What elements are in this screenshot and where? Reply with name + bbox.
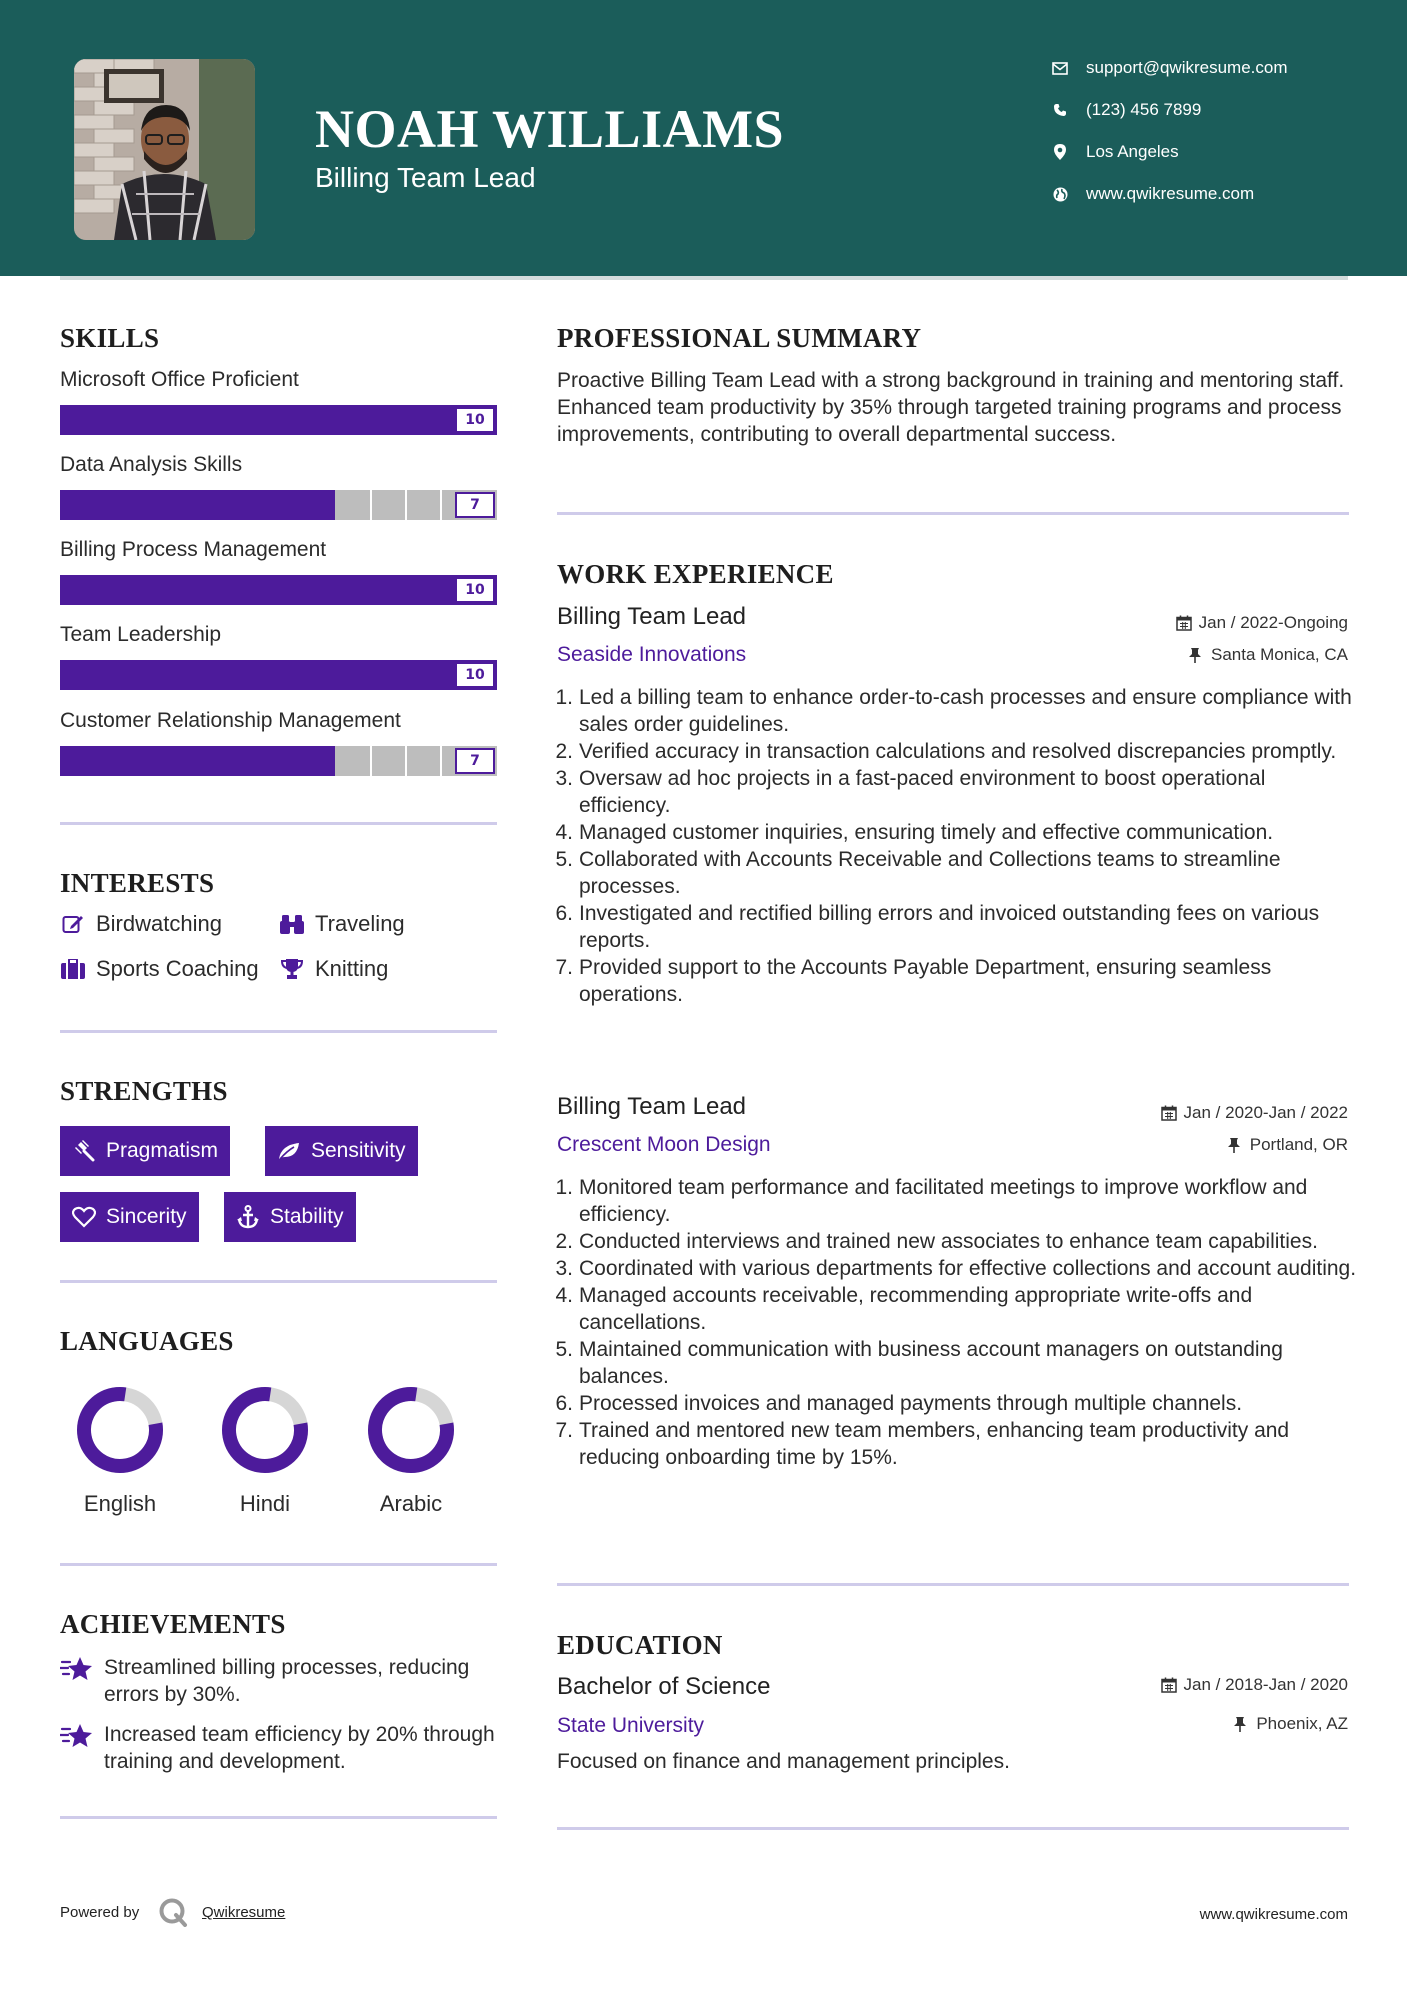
job-location-text: Portland, OR [1249,1135,1348,1154]
strength-badge [265,1126,418,1176]
skill-bar [60,490,497,520]
calendar-icon [1161,1105,1177,1121]
job-date-text: Jan / 2022-Ongoing [1198,613,1348,632]
skill-level-badge: 7 [455,492,495,518]
heart-icon [72,1205,96,1229]
skill-label: Billing Process Management [60,538,327,561]
star-icon [60,1721,94,1755]
gavel-icon [72,1139,96,1163]
education-heading: EDUCATION [557,1630,723,1660]
skill-bar-fill [60,575,497,605]
job-company: Seaside Innovations [557,643,747,666]
achievements-heading: ACHIEVEMENTS [60,1609,286,1639]
language-ring [75,1385,165,1475]
skill-bar-fill [60,660,497,690]
skill-bar-segment [440,490,442,520]
job-bullet: 5. Maintained communication with business account managers on outstanding balances. [555,1338,1283,1388]
section-divider [557,512,1349,515]
interest-item [60,911,222,937]
achievement-text: Streamlined billing processes, reducing errors by 30%. [104,1656,470,1706]
skill-bar [60,746,497,776]
interest-label: Knitting [315,956,389,981]
job-bullet: 4. Managed accounts receivable, recommending appropriate write-offs and cancellations. [555,1284,1253,1334]
education-date-text: Jan / 2018-Jan / 2020 [1183,1675,1348,1694]
job-bullet: 2. Conducted interviews and trained new associates to enhance team capabilities. [555,1230,1318,1253]
profile-photo [74,59,255,240]
job-bullets [557,684,1357,1008]
language-label: Arabic [379,1491,443,1516]
job-bullet: 1. Monitored team performance and facilitated meetings to improve workflow and efficiency. [555,1176,1308,1226]
education-degree: Bachelor of Science [557,1673,771,1700]
job-bullet: 7. Trained and mentored new team members, enhancing team productivity and reducing onboarding time by 15%. [555,1419,1290,1469]
education-school: State University [557,1714,705,1737]
skills-heading: SKILLS [60,323,160,353]
skill-bar [60,405,497,435]
interest-label: Sports Coaching [96,956,259,981]
pushpin-icon [1188,647,1204,663]
experience-heading: WORK EXPERIENCE [557,559,834,589]
achievement-text: Increased team efficiency by 20% through training and development. [104,1723,495,1773]
anchor-icon [236,1205,260,1229]
education-location [1233,1714,1348,1734]
education-date [1161,1675,1348,1695]
job-location-text: Santa Monica, CA [1210,645,1348,664]
job-title: Billing Team Lead [557,1093,747,1120]
job-bullet: 3. Coordinated with various departments for effective collections and account auditing. [555,1257,1357,1280]
skill-label: Microsoft Office Proficient [60,368,299,391]
skill-label: Customer Relationship Management [60,709,401,732]
skill-label: Team Leadership [60,623,222,646]
skill-level-badge: 7 [455,748,495,774]
skill-bar-fill [60,746,335,776]
skill-bar [60,660,497,690]
pencil-square-icon [60,911,86,937]
envelope-icon [1050,58,1070,78]
calendar-icon [1161,1677,1177,1693]
section-divider [60,1030,497,1033]
star-icon [60,1654,94,1688]
job-location [1227,1135,1348,1155]
skill-level-badge: 10 [455,577,495,603]
contact-email[interactable] [1050,58,1288,78]
contact-phone-text: (123) 456 7899 [1086,100,1202,119]
candidate-name: NOAH WILLIAMS [315,99,785,159]
contact-location [1050,142,1179,162]
section-divider [60,822,497,825]
contact-location-text: Los Angeles [1086,142,1179,161]
map-marker-icon [1050,142,1070,162]
job-date-text: Jan / 2020-Jan / 2022 [1183,1103,1348,1122]
job-bullet: 3. Oversaw ad hoc projects in a fast-paced environment to boost operational efficiency. [555,767,1266,817]
interests-heading: INTERESTS [60,868,215,898]
footer-brand-link[interactable]: Qwikresume [202,1904,286,1921]
language-ring [220,1385,310,1475]
summary-heading: PROFESSIONAL SUMMARY [557,323,922,353]
contact-email-text: support@qwikresume.com [1086,58,1288,77]
leaf-icon [277,1139,301,1163]
strength-badge [224,1192,356,1242]
skill-bar [60,575,497,605]
contact-website-text: www.qwikresume.com [1086,184,1255,203]
section-divider [557,1827,1349,1830]
header-divider [60,276,1348,280]
pushpin-icon [1233,1716,1249,1732]
strength-badge [60,1192,199,1242]
contact-website[interactable] [1050,184,1254,204]
language-label: Hindi [239,1491,291,1516]
skill-bar-segment [440,746,442,776]
skill-label: Data Analysis Skills [60,453,243,476]
qwikresume-logo-icon [158,1897,188,1927]
strength-label: Stability [270,1205,344,1228]
achievement-item [60,1654,500,1708]
skill-bar-fill [60,490,335,520]
pushpin-icon [1227,1137,1243,1153]
section-divider [557,1583,1349,1586]
summary-text: Proactive Billing Team Lead with a strong background in training and mentoring staff. Enhanced team productivity by 35% through targeted training programs and process improvements, contributing to overall departmental success. [557,369,1345,446]
job-bullet: 4. Managed customer inquiries, ensuring timely and effective communication. [555,821,1274,844]
section-divider [60,1816,497,1819]
achievement-item [60,1721,500,1775]
strength-label: Sincerity [106,1205,187,1228]
strengths-heading: STRENGTHS [60,1076,228,1106]
language-ring [366,1385,456,1475]
calendar-icon [1176,615,1192,631]
footer-website-link[interactable]: www.qwikresume.com [1199,1906,1348,1923]
strength-label: Sensitivity [311,1139,406,1162]
interest-item [279,956,388,982]
contact-phone[interactable] [1050,100,1201,120]
footer-powered-by: Powered by [60,1904,140,1921]
skill-bar-segment [370,490,372,520]
language-label: English [83,1491,157,1516]
strength-label: Pragmatism [106,1139,219,1162]
job-bullets [557,1174,1357,1471]
job-bullet: 7. Provided support to the Accounts Payable Department, ensuring seamless operations. [555,956,1272,1006]
education-location-text: Phoenix, AZ [1256,1714,1348,1733]
binoculars-icon [279,911,305,937]
section-divider [60,1280,497,1283]
phone-icon [1050,100,1070,120]
interest-item [279,911,405,937]
job-bullet: 6. Processed invoices and managed payments through multiple channels. [555,1392,1243,1415]
skill-bar-segment [405,490,407,520]
job-date [1161,1103,1348,1123]
interest-label: Traveling [315,911,405,936]
job-bullet: 6. Investigated and rectified billing errors and invoiced outstanding fees on various reports. [555,902,1320,952]
skill-bar-fill [60,405,497,435]
job-bullet: 5. Collaborated with Accounts Receivable and Collections teams to streamline processes. [555,848,1281,898]
job-bullet: 1. Led a billing team to enhance order-to-cash processes and ensure compliance with sales order guidelines. [555,686,1352,736]
languages-heading: LANGUAGES [60,1326,234,1356]
section-divider [60,1563,497,1566]
interest-item [60,956,259,982]
job-location [1188,645,1348,665]
skill-level-badge: 10 [455,407,495,433]
trophy-icon [279,956,305,982]
job-bullet: 2. Verified accuracy in transaction calculations and resolved discrepancies promptly. [555,740,1337,763]
education-description: Focused on finance and management principles. [557,1750,1010,1773]
strength-badge [60,1126,230,1176]
job-company: Crescent Moon Design [557,1133,771,1156]
skill-bar-segment [370,746,372,776]
job-title: Billing Team Lead [557,603,747,630]
skill-level-badge: 10 [455,662,495,688]
briefcase-icon [60,956,86,982]
interest-label: Birdwatching [96,911,222,936]
globe-icon [1050,184,1070,204]
skill-bar-segment [405,746,407,776]
candidate-role: Billing Team Lead [315,162,536,193]
job-date [1176,613,1348,633]
